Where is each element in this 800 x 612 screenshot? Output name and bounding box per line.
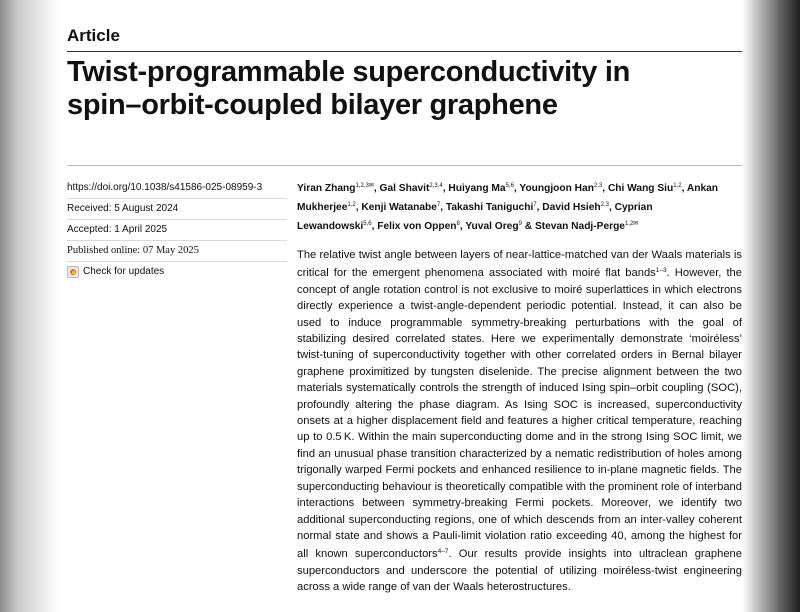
citation-1-3[interactable]: 1–3 (655, 267, 667, 275)
received-date: Received: 5 August 2024 (67, 199, 287, 220)
author-name: Kenji Watanabe (361, 202, 437, 213)
author-name: Youngjoon Han (519, 183, 594, 194)
metadata-sidebar (67, 178, 287, 282)
doi-link[interactable]: https://doi.org/10.1038/s41586-025-08959-3 (67, 178, 287, 199)
abstract-part-2: . However, the concept of angle rotation control is not exclusive to moiré superlattices in which electrons directly experience a twist-angle-dependent periodic potential. Instead, it can also be used to induce programmable symmetry-breaking perturbations with the goal of stabilizing desired correlated states. Here we experimentally demonstrate ‘moiréless’ twist-tuning of superconductivity together with other correlated orders in Bernal bilayer graphene proximitized by tungsten diselenide. The precise alignment between the two materials systematically controls the strength of induced Ising spin–orbit coupling (SOC), profoundly altering the phase diagram. As Ising SOC is increased, superconductivity onsets at a higher displacement field and features a higher critical temperature, reaching up to 0.5 K. Within the main superconducting dome and in the strong Ising SOC limit, we find an unusual phase transition characterized by a nematic redistribution of holes among trigonally warped Fermi pockets and enhanced resilience to in-plane magnetic fields. The superconducting behaviour is theoretically compatible with the prominent role of interband interactions between symmetry-breaking Fermi pockets. Moreover, we identify two additional superconducting regions, one of which descends from an inter-valley coherent normal state and shows a Pauli-limit violation ratio exceeding 40, among the highest for all known superconductors (297, 267, 742, 561)
author[interactable] (465, 221, 522, 232)
check-for-updates-label: Check for updates (83, 266, 165, 277)
author-separator: , (602, 183, 608, 194)
published-date: Published online: 07 May 2025 (67, 241, 287, 262)
paper-page (60, 0, 742, 612)
author-affiliation: 1,2 (673, 183, 682, 189)
author-name: Chi Wang Siu (607, 183, 674, 194)
author-separator: , (681, 183, 687, 194)
citation-4-7[interactable]: 4–7 (437, 548, 449, 556)
author-affiliation: 1,2✉ (624, 221, 639, 227)
author-affiliation: 5,6 (363, 221, 372, 227)
header-rule (67, 51, 742, 52)
article-type-label: Article (67, 26, 120, 45)
author-separator: , (608, 202, 615, 213)
author[interactable] (608, 183, 682, 194)
author[interactable] (297, 183, 374, 194)
author-affiliation: 1,2,3✉ (355, 183, 374, 189)
abstract-part-1: The relative twist angle between layers of near-lattice-matched van der Waals materials is critical for the emergent phenomena associated with moiré flat bands (297, 249, 742, 280)
author-separator: , (459, 221, 466, 232)
author-affiliation: 2,3 (593, 183, 603, 189)
author-name: Yiran Zhang (297, 183, 356, 194)
title-line-1: Twist-programmable superconductivity in (67, 56, 631, 88)
author-separator: & (521, 221, 535, 232)
paper-title (67, 56, 742, 122)
author-affiliation: 2,3 (600, 202, 609, 208)
author-name: Stevan Nadj-Perge (534, 221, 625, 232)
author-affiliation: 5,6 (505, 183, 514, 189)
author-affiliation: 7 (436, 202, 441, 208)
author-name: Yuval Oreg (465, 221, 519, 232)
author[interactable] (380, 183, 443, 194)
title-rule (67, 165, 742, 166)
author-separator: , (442, 183, 449, 194)
check-for-updates-button[interactable] (67, 262, 287, 282)
abstract (297, 247, 742, 596)
abstract-part-3: . Our results provide insights into ultraclean graphene superconductors and underscore the potential of utilizing moiréless-twist engineering across a wide range of van der Waals heterostructures. (297, 548, 742, 594)
author[interactable] (446, 202, 537, 213)
author[interactable] (542, 202, 609, 213)
author-affiliation: 8 (456, 221, 460, 227)
author-name: Takashi Taniguchi (445, 202, 534, 213)
author-separator: , (536, 202, 543, 213)
author-name: Huiyang Ma (448, 183, 506, 194)
author-list (297, 178, 742, 235)
author-name: Felix von Oppen (377, 221, 457, 232)
author[interactable] (448, 183, 514, 194)
author-name: Gal Shavit (379, 183, 430, 194)
author-affiliation: 2,3,4 (429, 183, 443, 189)
author-name: David Hsieh (542, 202, 601, 213)
author-name: Ankan Mukherjee (297, 183, 718, 213)
right-shadow-edge (742, 0, 800, 612)
accepted-date: Accepted: 1 April 2025 (67, 220, 287, 241)
author-affiliation: 1,2 (347, 202, 356, 208)
left-shadow-edge (0, 0, 60, 612)
author-name: Cyprian Lewandowski (297, 202, 653, 232)
author-separator: , (513, 183, 520, 194)
author[interactable] (377, 221, 460, 232)
author[interactable] (519, 183, 602, 194)
crossmark-icon (67, 266, 79, 278)
author-separator: , (355, 202, 362, 213)
author-separator: , (371, 221, 378, 232)
author-affiliation: 7 (533, 202, 537, 208)
author[interactable] (361, 202, 440, 213)
author[interactable] (535, 221, 638, 232)
author-affiliation: 9 (518, 221, 522, 227)
author-separator: , (440, 202, 446, 213)
author-separator: , (373, 183, 380, 194)
title-line-2: spin–orbit-coupled bilayer graphene (67, 89, 558, 121)
